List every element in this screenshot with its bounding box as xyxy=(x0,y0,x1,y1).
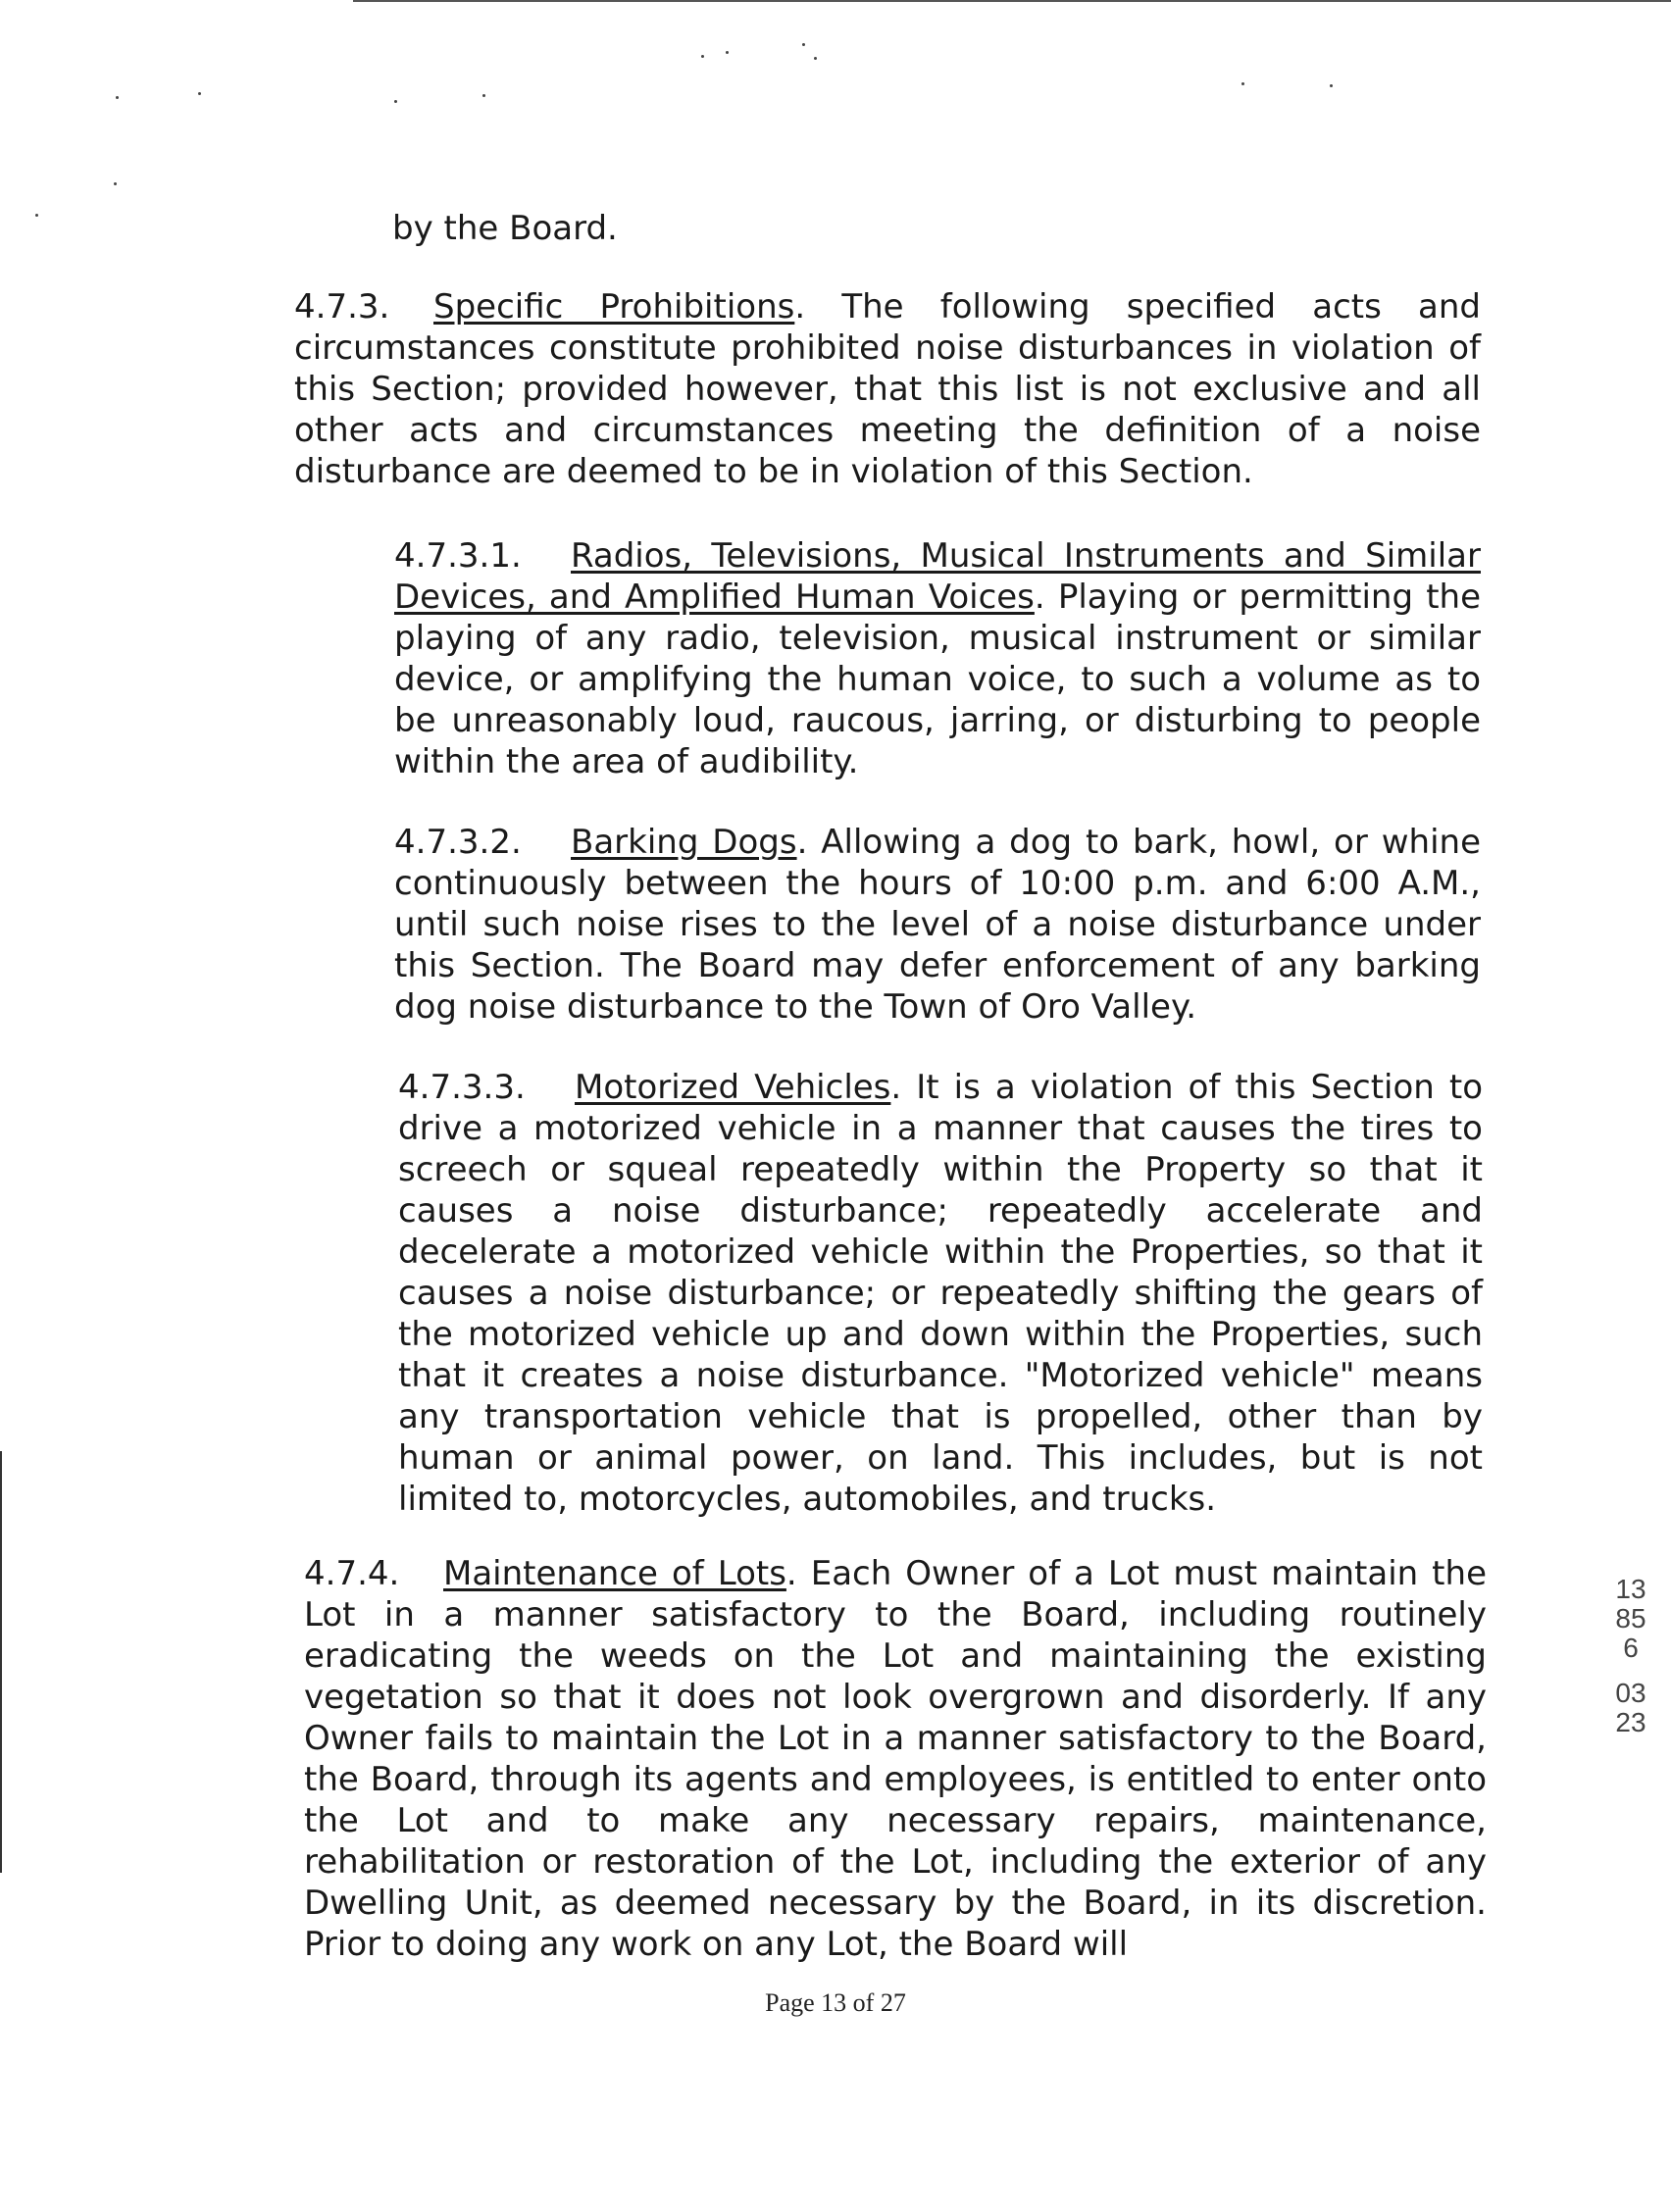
section-heading: Maintenance of Lots xyxy=(443,1554,786,1593)
scan-speck xyxy=(394,100,397,103)
section-heading: Motorized Vehicles xyxy=(575,1068,891,1107)
section-heading: Radios, Televisions, Musical Instruments and Similar Devices, and Amplified Human Voices xyxy=(394,536,1481,617)
section-heading: Barking Dogs xyxy=(571,823,797,862)
section-heading: Specific Prohibitions xyxy=(433,287,795,327)
scan-speck xyxy=(802,43,805,46)
section-4-7-3-3 xyxy=(398,1067,1483,1520)
section-number: 4.7.3.3. xyxy=(398,1068,526,1107)
section-body: . It is a violation of this Section to drive a motorized vehicle in a manner that causes the tires to screech or squeal repeatedly within the Property so that it causes a noise disturbance; repeatedly accelerate and decelerate a motorized vehicle within the Properties, so that it causes a noise disturbance; or repeatedly shifting the gears of the motorized vehicle up and down within the Properties, such that it creates a noise disturbance. "Motorized vehicle" means any transportation vehicle that is propelled, other than by human or animal power, on land. This includes, but is not limited to, motorcycles, automobiles, and trucks. xyxy=(398,1068,1484,1519)
section-body: . The following specified acts and circumstances constitute prohibited noise disturbances in violation of this Section; provided however, that this list is not exclusive and all other acts and circumstances meeting the definition of a noise disturbance are deemed to be in violation of this Section. xyxy=(294,287,1481,491)
recording-stamp-docket: 13856 xyxy=(1615,1574,1646,1663)
scan-speck xyxy=(35,214,38,217)
section-4-7-4 xyxy=(304,1553,1487,1965)
section-4-7-3-2 xyxy=(394,822,1481,1028)
section-number: 4.7.3.2. xyxy=(394,823,522,862)
section-body: . Playing or permitting the playing of any radio, television, musical instrument or similar device, or amplifying the human voice, to such a volume as to be unreasonably loud, raucous, jarring, or disturbing to people within the area of audibility. xyxy=(394,578,1481,781)
scan-speck xyxy=(814,57,817,60)
section-number: 4.7.3. xyxy=(294,287,390,327)
scan-speck xyxy=(198,92,201,95)
scan-speck xyxy=(1330,84,1333,87)
scan-speck xyxy=(701,55,704,58)
scan-speck xyxy=(726,51,729,54)
scan-speck xyxy=(116,96,119,99)
section-4-7-3 xyxy=(294,286,1481,492)
section-4-7-3-1 xyxy=(394,535,1481,782)
section-number: 4.7.4. xyxy=(304,1554,400,1593)
scan-speck xyxy=(114,182,117,185)
section-body: . Each Owner of a Lot must maintain the Lot in a manner satisfactory to the Board, including routinely eradicating the weeds on the Lot and maintaining the existing vegetation so that it does not look overgrown and disorderly. If any Owner fails to maintain the Lot in a manner satisfactory to the Board, the Board, through its agents and employees, is entitled to enter onto the Lot and to make any necessary repairs, maintenance, rehabilitation or restoration of the Lot, including the exterior of any Dwelling Unit, as deemed necessary by the Board, in its discretion. Prior to doing any work on any Lot, the Board will xyxy=(304,1554,1487,1964)
recording-stamp-page: 0323 xyxy=(1615,1678,1646,1737)
continuation-text: by the Board. xyxy=(392,209,618,248)
section-number: 4.7.3.1. xyxy=(394,536,522,576)
page-footer: Page 13 of 27 xyxy=(765,1988,906,2017)
scan-speck xyxy=(1241,82,1244,85)
scan-top-edge-line xyxy=(353,0,1671,2)
recording-stamp xyxy=(1614,1575,1647,1737)
scan-left-edge-line xyxy=(0,1451,2,1873)
scan-speck xyxy=(482,94,485,97)
section-body: . Allowing a dog to bark, howl, or whine continuously between the hours of 10:00 p.m. and 6:00 A.M., until such noise rises to the level of a noise disturbance under this Section. The Board may defer enforcement of any barking dog noise disturbance to the Town of Oro Valley. xyxy=(394,823,1481,1027)
